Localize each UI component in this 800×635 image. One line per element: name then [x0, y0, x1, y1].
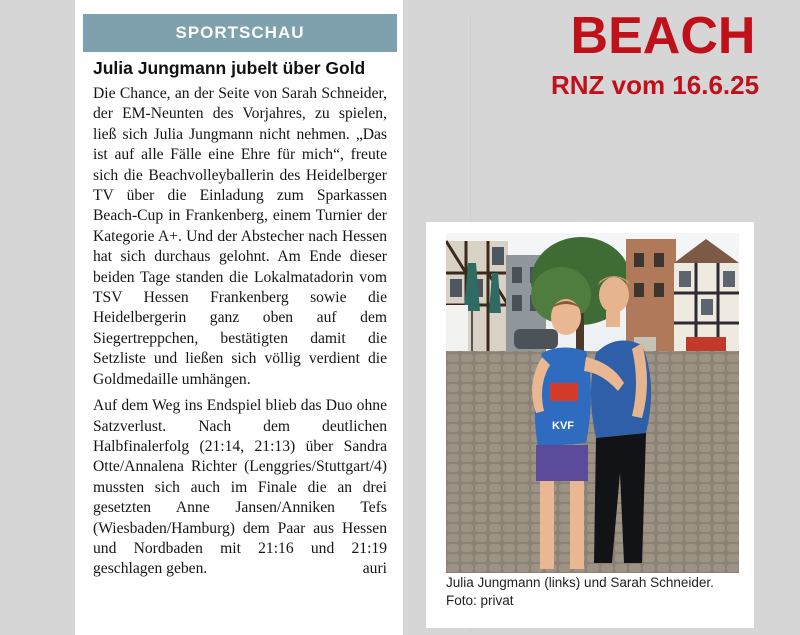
section-rubric: SPORTSCHAU — [83, 14, 397, 52]
article-paragraph-2 — [93, 396, 387, 580]
page-title: BEACH — [570, 7, 756, 65]
photo-illustration — [446, 233, 739, 573]
source-label: RNZ vom 16.6.25 — [550, 70, 760, 100]
author-signature: auri — [362, 560, 387, 578]
article-paragraph-2-text: Auf dem Weg ins Endspiel blieb das Duo ohne Satzverlust. Nach dem deutlichen Halbfinalerfolg (21:14, 21:13) über Sandra Otte/Annalena Richter (Lenggries/Stuttgart/4) mussten sich auch im Finale die an drei gesetzten Anne Jansen/Anniken Tefs (Wiesbaden/Hamburg) dem Paar aus Hessen und Nordbaden mit 21:16 und 21:19 geschlagen geben. — [93, 397, 387, 578]
article-headline: Julia Jungmann jubelt über Gold — [93, 58, 366, 78]
article-column — [75, 0, 403, 635]
article-paragraph-1: Die Chance, an der Seite von Sarah Schneider, der EM-Neunten des Vorjahres, zu spielen, ließ sich Julia Jungmann nicht nehmen. „Das ist auf alle Fälle eine Ehre für mich“, freute sich die Beachvolleyballerin des Heidelberger TV über die Einladung zum Sparkassen Beach-Cup in Frankenberg, einem Turnier der Kategorie A+. Und der Abstecher nach Hessen hat sich durchaus gelohnt. Am Ende dieser beiden Tage standen die Lokalmatadorin vom TSV Hessen Frankenberg sowie die Heidelbergerin ganz oben auf dem Siegertreppchen, bestätigten damit die Setzliste und ließen sich völlig verdient die Goldmedaille umhängen. — [93, 85, 387, 388]
article-photo — [446, 233, 739, 573]
photo-caption: Julia Jungmann (links) und Sarah Schneider. Foto: privat — [446, 575, 714, 608]
article-body — [93, 84, 387, 580]
jersey-text: KVF — [552, 420, 574, 432]
photo-card — [426, 222, 754, 628]
